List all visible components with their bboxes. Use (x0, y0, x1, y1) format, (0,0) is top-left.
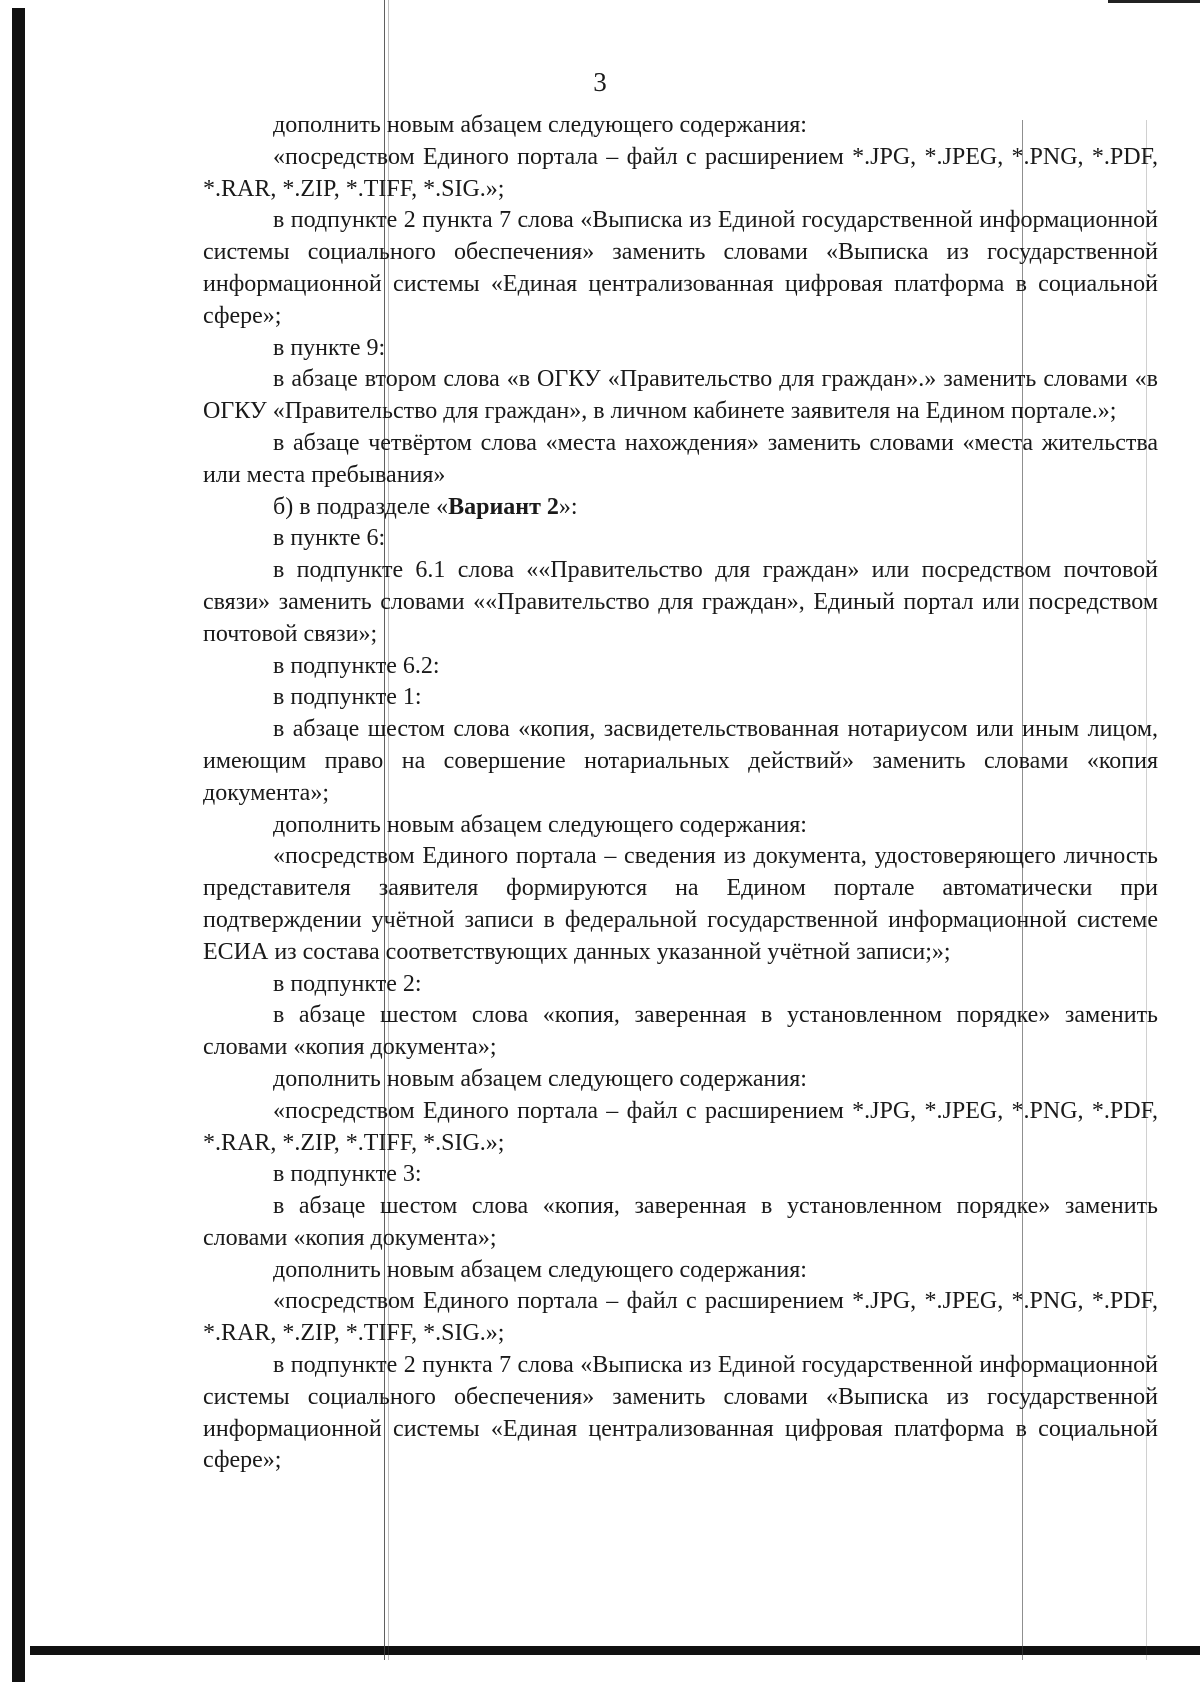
paragraph: в подпункте 6.2: (273, 652, 440, 679)
paragraph: в подпункте 3: (273, 1161, 422, 1188)
paragraph: в абзаце четвёртом слова «места нахождения» заменить словами «места жительства или места пребывания» (203, 429, 1158, 488)
paragraph: дополнить новым абзацем следующего содержания: (273, 1065, 807, 1092)
paragraph: в подпункте 2 пункта 7 слова «Выписка из Единой государственной информационной системы социального обеспечения» заменить словами «Выписка из государственной информационной системы «Единая централизованная цифровая платформа в социальной сфере»; (203, 207, 1158, 329)
paragraph: «посредством Единого портала – файл с расширением *.JPG, *.JPEG, *.PNG, *.PDF, *.RAR, *.ZIP, *.TIFF, *.SIG.»; (203, 1288, 1158, 1347)
paragraph: «посредством Единого портала – файл с расширением *.JPG, *.JPEG, *.PNG, *.PDF, *.RAR, *.ZIP, *.TIFF, *.SIG.»; (203, 1097, 1158, 1156)
paragraph: в пункте 9: (273, 334, 386, 361)
paragraph: в подпункте 6.1 слова ««Правительство для граждан» или посредством почтовой связи» заменить словами ««Правительство для граждан», Единый портал или посредством почтовой связи»; (203, 557, 1158, 647)
scan-border-left (12, 8, 25, 1682)
paragraph: дополнить новым абзацем следующего содержания: (273, 112, 807, 138)
scan-border-bottom (30, 1646, 1200, 1655)
subsection-suffix: »: (558, 493, 578, 520)
scan-border-top-right (1108, 0, 1200, 3)
subsection-heading (203, 492, 1158, 524)
paragraph: в абзаце шестом слова «копия, заверенная в установленном порядке» заменить словами «копия документа»; (203, 1193, 1158, 1251)
paragraph: в пункте 6: (273, 525, 386, 552)
paragraph: в абзаце шестом слова «копия, заверенная в установленном порядке» заменить словами «копия документа»; (203, 1002, 1158, 1061)
paragraph: дополнить новым абзацем следующего содержания: (273, 811, 807, 838)
page-number: 3 (593, 67, 607, 97)
paragraph: «посредством Единого портала – файл с расширением *.JPG, *.JPEG, *.PNG, *.PDF, *.RAR, *.ZIP, *.TIFF, *.SIG.»; (203, 143, 1158, 202)
paragraph: дополнить новым абзацем следующего содержания: (273, 1256, 807, 1283)
paragraph: в абзаце шестом слова «копия, засвидетельствованная нотариусом или иным лицом, имеющим право на совершение нотариальных действий» заменить словами «копия документа»; (203, 716, 1158, 806)
paragraph: в абзаце втором слова «в ОГКУ «Правительство для граждан».» заменить словами «в ОГКУ «Правительство для граждан», в личном кабинете заявителя на Едином портале.»; (203, 366, 1158, 425)
paragraph: в подпункте 2 пункта 7 слова «Выписка из Единой государственной информационной системы социального обеспечения» заменить словами «Выписка из государственной информационной системы «Единая централизованная цифровая платформа в социальной сфере»; (203, 1352, 1158, 1474)
paragraph: «посредством Единого портала – сведения из документа, удостоверяющего личность представителя заявителя формируются на Едином портале автоматически при подтверждении учётной записи в федеральной государственной информационной системе ЕСИА из состава соответствующих данных указанной учётной записи;»; (203, 843, 1158, 965)
subsection-prefix: б) в подразделе « (273, 493, 449, 520)
document-body (203, 110, 1158, 1477)
paragraph: в подпункте 2: (273, 970, 422, 997)
paragraph: в подпункте 1: (273, 684, 422, 711)
variant-title: Вариант 2 (448, 493, 559, 520)
